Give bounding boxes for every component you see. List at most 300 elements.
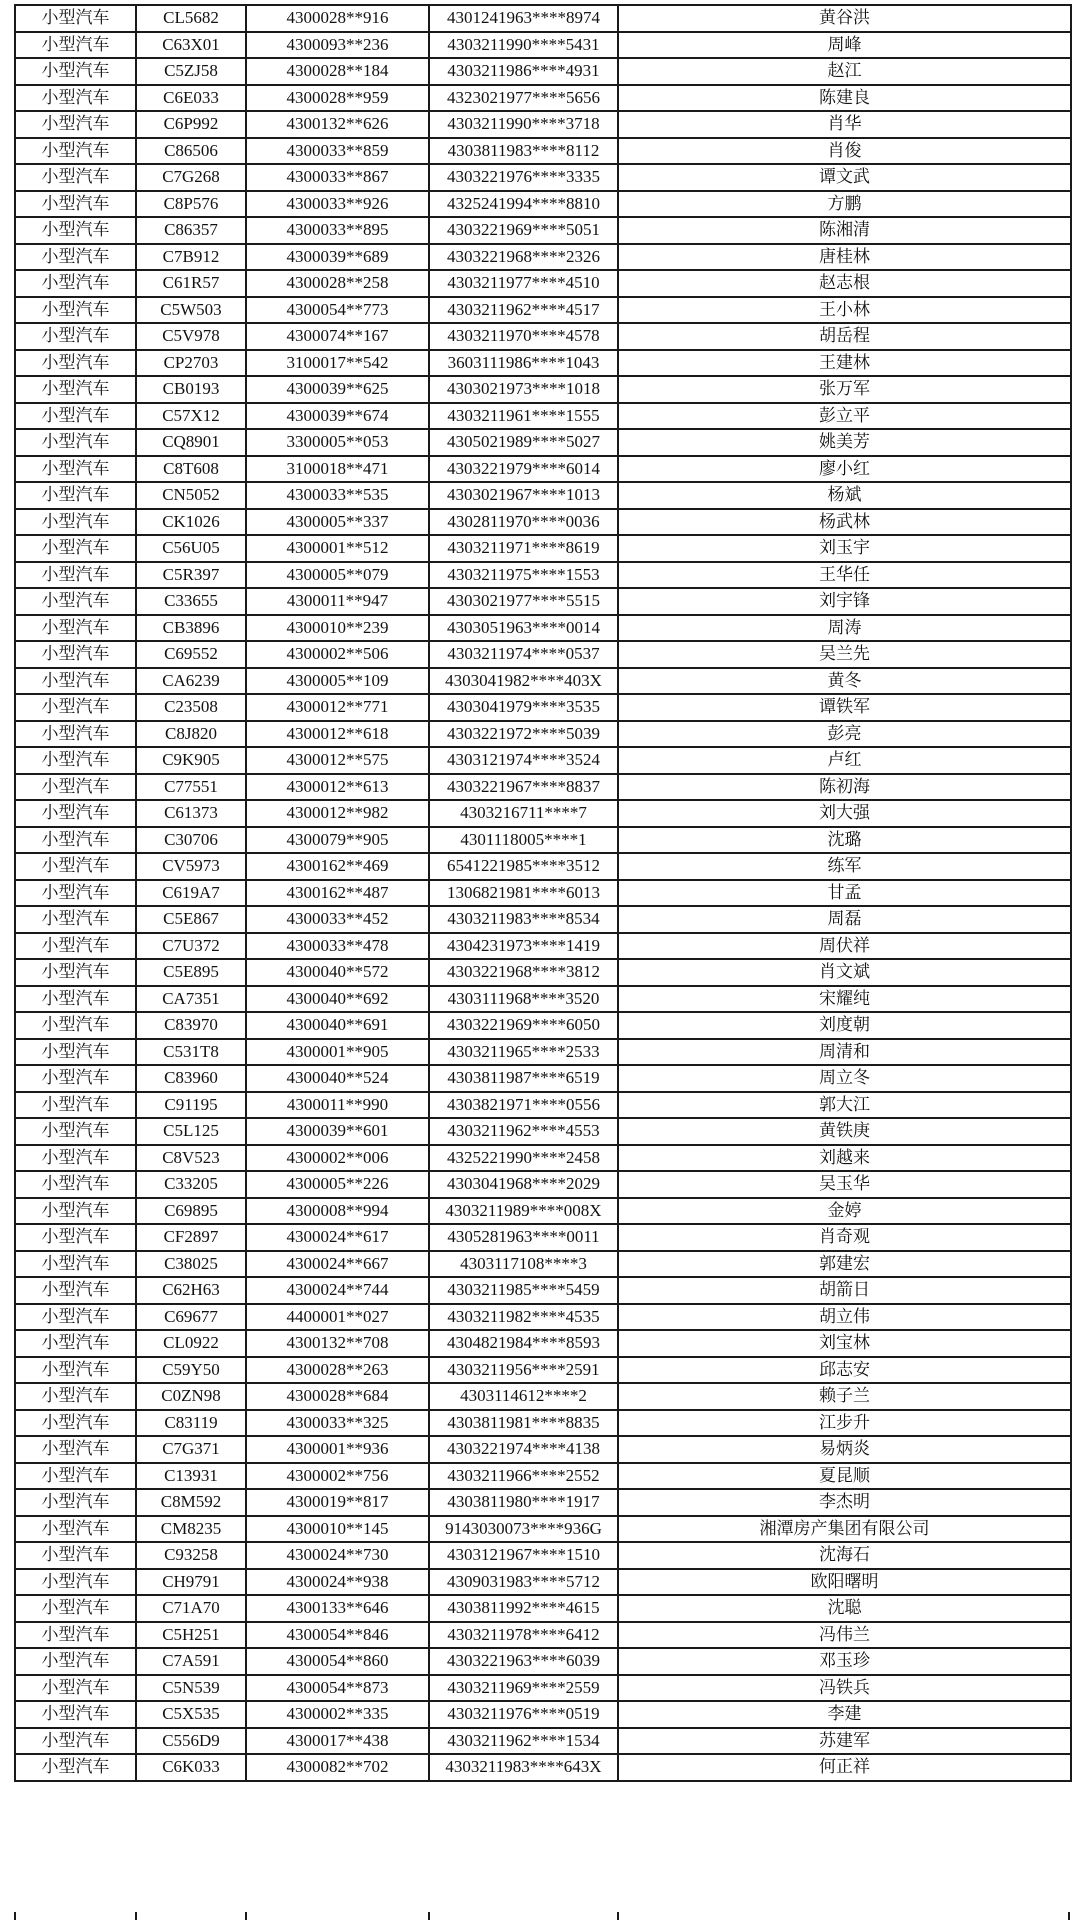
table-row	[15, 191, 1071, 218]
table-row	[15, 1410, 1071, 1437]
id-number-cell: 4309031983****5712	[429, 1569, 618, 1596]
plate-number-cell: C556D9	[136, 1728, 246, 1755]
owner-name-cell: 肖奇观	[618, 1224, 1071, 1251]
id-number-cell: 4303211990****3718	[429, 111, 618, 138]
owner-name-cell: 杨斌	[618, 482, 1071, 509]
plate-number-cell: C30706	[136, 827, 246, 854]
table-row	[15, 906, 1071, 933]
table-row	[15, 1277, 1071, 1304]
table-row	[15, 668, 1071, 695]
license-number-cell: 4300008**994	[246, 1198, 429, 1225]
table-row	[15, 721, 1071, 748]
table-row	[15, 1675, 1071, 1702]
vehicle-type-cell: 小型汽车	[15, 880, 136, 907]
vehicle-type-cell: 小型汽车	[15, 403, 136, 430]
plate-number-cell: C5X535	[136, 1701, 246, 1728]
id-number-cell: 4303221967****8837	[429, 774, 618, 801]
vehicle-type-cell: 小型汽车	[15, 1463, 136, 1490]
plate-number-cell: C5ZJ58	[136, 58, 246, 85]
id-number-cell: 4303211962****1534	[429, 1728, 618, 1755]
license-number-cell: 4300039**674	[246, 403, 429, 430]
owner-name-cell: 刘宝林	[618, 1330, 1071, 1357]
owner-name-cell: 彭亮	[618, 721, 1071, 748]
owner-name-cell: 金婷	[618, 1198, 1071, 1225]
id-number-cell: 4303821971****0556	[429, 1092, 618, 1119]
plate-number-cell: C9K905	[136, 747, 246, 774]
plate-number-cell: C83119	[136, 1410, 246, 1437]
plate-number-cell: C77551	[136, 774, 246, 801]
license-number-cell: 4300028**916	[246, 5, 429, 32]
vehicle-type-cell: 小型汽车	[15, 138, 136, 165]
id-number-cell: 4303221979****6014	[429, 456, 618, 483]
plate-number-cell: C61R57	[136, 270, 246, 297]
vehicle-type-cell: 小型汽车	[15, 244, 136, 271]
license-number-cell: 4300005**079	[246, 562, 429, 589]
owner-name-cell: 沈聪	[618, 1595, 1071, 1622]
owner-name-cell: 李杰明	[618, 1489, 1071, 1516]
vehicle-type-cell: 小型汽车	[15, 1118, 136, 1145]
table-row	[15, 111, 1071, 138]
vehicle-type-cell: 小型汽车	[15, 191, 136, 218]
id-number-cell: 4303121974****3524	[429, 747, 618, 774]
vehicle-type-cell: 小型汽车	[15, 164, 136, 191]
id-number-cell: 4303221963****6039	[429, 1648, 618, 1675]
table-row	[15, 1145, 1071, 1172]
owner-name-cell: 陈建良	[618, 85, 1071, 112]
vehicle-type-cell: 小型汽车	[15, 111, 136, 138]
license-number-cell: 4300132**708	[246, 1330, 429, 1357]
owner-name-cell: 冯伟兰	[618, 1622, 1071, 1649]
id-number-cell: 4301241963****8974	[429, 5, 618, 32]
license-number-cell: 4300011**947	[246, 588, 429, 615]
id-number-cell: 4303211962****4553	[429, 1118, 618, 1145]
vehicle-type-cell: 小型汽车	[15, 615, 136, 642]
license-number-cell: 4300019**817	[246, 1489, 429, 1516]
vehicle-type-cell: 小型汽车	[15, 668, 136, 695]
table-row	[15, 456, 1071, 483]
owner-name-cell: 谭文武	[618, 164, 1071, 191]
table-row	[15, 270, 1071, 297]
license-number-cell: 4300054**773	[246, 297, 429, 324]
vehicle-type-cell: 小型汽车	[15, 1039, 136, 1066]
table-row	[15, 535, 1071, 562]
table-row	[15, 562, 1071, 589]
plate-number-cell: C91195	[136, 1092, 246, 1119]
plate-number-cell: C62H63	[136, 1277, 246, 1304]
license-number-cell: 4300002**335	[246, 1701, 429, 1728]
license-number-cell: 4300082**702	[246, 1754, 429, 1781]
table-row	[15, 1118, 1071, 1145]
id-number-cell: 4303211983****8534	[429, 906, 618, 933]
table-row	[15, 1569, 1071, 1596]
table-row	[15, 482, 1071, 509]
table-row	[15, 32, 1071, 59]
vehicle-type-cell: 小型汽车	[15, 959, 136, 986]
license-number-cell: 4300039**601	[246, 1118, 429, 1145]
id-number-cell: 4302811970****0036	[429, 509, 618, 536]
owner-name-cell: 郭大江	[618, 1092, 1071, 1119]
plate-number-cell: C8P576	[136, 191, 246, 218]
vehicle-type-cell: 小型汽车	[15, 1436, 136, 1463]
license-number-cell: 3300005**053	[246, 429, 429, 456]
license-number-cell: 4300028**959	[246, 85, 429, 112]
table-row	[15, 933, 1071, 960]
id-number-cell: 4325221990****2458	[429, 1145, 618, 1172]
license-number-cell: 3100017**542	[246, 350, 429, 377]
table-row	[15, 429, 1071, 456]
vehicle-type-cell: 小型汽车	[15, 774, 136, 801]
id-number-cell: 4303211974****0537	[429, 641, 618, 668]
owner-name-cell: 谭铁军	[618, 694, 1071, 721]
owner-name-cell: 姚美芳	[618, 429, 1071, 456]
plate-number-cell: C619A7	[136, 880, 246, 907]
owner-name-cell: 吴兰先	[618, 641, 1071, 668]
vehicle-type-cell: 小型汽车	[15, 747, 136, 774]
id-number-cell: 4304821984****8593	[429, 1330, 618, 1357]
vehicle-type-cell: 小型汽车	[15, 721, 136, 748]
id-number-cell: 4303211990****5431	[429, 32, 618, 59]
owner-name-cell: 甘孟	[618, 880, 1071, 907]
license-number-cell: 4300002**756	[246, 1463, 429, 1490]
id-number-cell: 4301118005****1	[429, 827, 618, 854]
vehicle-type-cell: 小型汽车	[15, 1198, 136, 1225]
vehicle-type-cell: 小型汽车	[15, 482, 136, 509]
owner-name-cell: 郭建宏	[618, 1251, 1071, 1278]
owner-name-cell: 易炳炎	[618, 1436, 1071, 1463]
owner-name-cell: 吴玉华	[618, 1171, 1071, 1198]
owner-name-cell: 王建林	[618, 350, 1071, 377]
vehicle-type-cell: 小型汽车	[15, 456, 136, 483]
owner-name-cell: 赖子兰	[618, 1383, 1071, 1410]
plate-number-cell: C83970	[136, 1012, 246, 1039]
id-number-cell: 4303211986****4931	[429, 58, 618, 85]
owner-name-cell: 黄铁庚	[618, 1118, 1071, 1145]
license-number-cell: 4300011**990	[246, 1092, 429, 1119]
license-number-cell: 4300001**936	[246, 1436, 429, 1463]
license-number-cell: 4300033**926	[246, 191, 429, 218]
license-number-cell: 4300012**575	[246, 747, 429, 774]
table-row	[15, 800, 1071, 827]
table-row	[15, 217, 1071, 244]
table-row	[15, 58, 1071, 85]
owner-name-cell: 宋耀纯	[618, 986, 1071, 1013]
license-number-cell: 4300162**487	[246, 880, 429, 907]
table-row	[15, 1383, 1071, 1410]
id-number-cell: 4303211962****4517	[429, 297, 618, 324]
id-number-cell: 4303811981****8835	[429, 1410, 618, 1437]
vehicle-type-cell: 小型汽车	[15, 562, 136, 589]
vehicle-type-cell: 小型汽车	[15, 1595, 136, 1622]
plate-number-cell: CB3896	[136, 615, 246, 642]
id-number-cell: 4303811980****1917	[429, 1489, 618, 1516]
plate-number-cell: CB0193	[136, 376, 246, 403]
table-row	[15, 1012, 1071, 1039]
plate-number-cell: C6K033	[136, 1754, 246, 1781]
plate-number-cell: CN5052	[136, 482, 246, 509]
table-row	[15, 138, 1071, 165]
vehicle-type-cell: 小型汽车	[15, 588, 136, 615]
id-number-cell: 4303221968****3812	[429, 959, 618, 986]
license-number-cell: 4300024**667	[246, 1251, 429, 1278]
owner-name-cell: 沈璐	[618, 827, 1071, 854]
plate-number-cell: C7U372	[136, 933, 246, 960]
vehicle-type-cell: 小型汽车	[15, 5, 136, 32]
plate-number-cell: CK1026	[136, 509, 246, 536]
plate-number-cell: C59Y50	[136, 1357, 246, 1384]
plate-number-cell: C33655	[136, 588, 246, 615]
id-number-cell: 4303211989****008X	[429, 1198, 618, 1225]
license-number-cell: 4300054**860	[246, 1648, 429, 1675]
table-row	[15, 1542, 1071, 1569]
license-number-cell: 4300028**684	[246, 1383, 429, 1410]
owner-name-cell: 肖文斌	[618, 959, 1071, 986]
owner-name-cell: 肖俊	[618, 138, 1071, 165]
license-number-cell: 4300017**438	[246, 1728, 429, 1755]
vehicle-type-cell: 小型汽车	[15, 906, 136, 933]
owner-name-cell: 欧阳曙明	[618, 1569, 1071, 1596]
license-number-cell: 4300074**167	[246, 323, 429, 350]
owner-name-cell: 李建	[618, 1701, 1071, 1728]
plate-number-cell: C69677	[136, 1304, 246, 1331]
vehicle-type-cell: 小型汽车	[15, 641, 136, 668]
vehicle-type-cell: 小型汽车	[15, 694, 136, 721]
table-row	[15, 827, 1071, 854]
owner-name-cell: 张万军	[618, 376, 1071, 403]
id-number-cell: 4303211975****1553	[429, 562, 618, 589]
owner-name-cell: 夏昆顺	[618, 1463, 1071, 1490]
id-number-cell: 4303021973****1018	[429, 376, 618, 403]
vehicle-type-cell: 小型汽车	[15, 1754, 136, 1781]
owner-name-cell: 冯铁兵	[618, 1675, 1071, 1702]
owner-name-cell: 刘越来	[618, 1145, 1071, 1172]
table-row	[15, 1516, 1071, 1543]
owner-name-cell: 刘大强	[618, 800, 1071, 827]
vehicle-type-cell: 小型汽车	[15, 1410, 136, 1437]
id-number-cell: 4303211966****2552	[429, 1463, 618, 1490]
owner-name-cell: 邓玉珍	[618, 1648, 1071, 1675]
owner-name-cell: 王华任	[618, 562, 1071, 589]
table-row	[15, 376, 1071, 403]
owner-name-cell: 周涛	[618, 615, 1071, 642]
plate-number-cell: C5H251	[136, 1622, 246, 1649]
license-number-cell: 4400001**027	[246, 1304, 429, 1331]
vehicle-type-cell: 小型汽车	[15, 323, 136, 350]
vehicle-type-cell: 小型汽车	[15, 1065, 136, 1092]
owner-name-cell: 方鹏	[618, 191, 1071, 218]
plate-number-cell: C7B912	[136, 244, 246, 271]
license-number-cell: 4300010**145	[246, 1516, 429, 1543]
vehicle-type-cell: 小型汽车	[15, 509, 136, 536]
license-number-cell: 4300093**236	[246, 32, 429, 59]
vehicle-type-cell: 小型汽车	[15, 1569, 136, 1596]
id-number-cell: 4303211969****2559	[429, 1675, 618, 1702]
owner-name-cell: 唐桂林	[618, 244, 1071, 271]
license-number-cell: 4300028**263	[246, 1357, 429, 1384]
id-number-cell: 4303111968****3520	[429, 986, 618, 1013]
owner-name-cell: 刘度朝	[618, 1012, 1071, 1039]
vehicle-type-cell: 小型汽车	[15, 1675, 136, 1702]
table-row	[15, 297, 1071, 324]
table-row	[15, 403, 1071, 430]
table-row	[15, 1304, 1071, 1331]
owner-name-cell: 陈初海	[618, 774, 1071, 801]
plate-number-cell: CA6239	[136, 668, 246, 695]
id-number-cell: 4303117108****3	[429, 1251, 618, 1278]
owner-name-cell: 周立冬	[618, 1065, 1071, 1092]
owner-name-cell: 沈海石	[618, 1542, 1071, 1569]
plate-number-cell: C7A591	[136, 1648, 246, 1675]
vehicle-type-cell: 小型汽车	[15, 1251, 136, 1278]
id-number-cell: 4305021989****5027	[429, 429, 618, 456]
plate-number-cell: CM8235	[136, 1516, 246, 1543]
vehicle-type-cell: 小型汽车	[15, 1622, 136, 1649]
owner-name-cell: 陈湘清	[618, 217, 1071, 244]
vehicle-type-cell: 小型汽车	[15, 1489, 136, 1516]
vehicle-type-cell: 小型汽车	[15, 32, 136, 59]
vehicle-type-cell: 小型汽车	[15, 1224, 136, 1251]
vehicle-type-cell: 小型汽车	[15, 1330, 136, 1357]
table-row	[15, 588, 1071, 615]
id-number-cell: 4303211983****643X	[429, 1754, 618, 1781]
license-number-cell: 4300162**469	[246, 853, 429, 880]
table-row	[15, 615, 1071, 642]
license-number-cell: 4300033**478	[246, 933, 429, 960]
id-number-cell: 4303811983****8112	[429, 138, 618, 165]
plate-number-cell: C5L125	[136, 1118, 246, 1145]
id-number-cell: 4305281963****0011	[429, 1224, 618, 1251]
plate-number-cell: CF2897	[136, 1224, 246, 1251]
owner-name-cell: 赵志根	[618, 270, 1071, 297]
table-row	[15, 1595, 1071, 1622]
id-number-cell: 4303211970****4578	[429, 323, 618, 350]
table-row	[15, 747, 1071, 774]
id-number-cell: 4303211978****6412	[429, 1622, 618, 1649]
vehicle-type-cell: 小型汽车	[15, 853, 136, 880]
plate-number-cell: C93258	[136, 1542, 246, 1569]
vehicle-type-cell: 小型汽车	[15, 1277, 136, 1304]
id-number-cell: 4303041968****2029	[429, 1171, 618, 1198]
plate-number-cell: C5E867	[136, 906, 246, 933]
table-row	[15, 1754, 1071, 1781]
license-number-cell: 4300010**239	[246, 615, 429, 642]
vehicle-type-cell: 小型汽车	[15, 1728, 136, 1755]
license-number-cell: 4300005**226	[246, 1171, 429, 1198]
id-number-cell: 4303121967****1510	[429, 1542, 618, 1569]
id-number-cell: 4303211971****8619	[429, 535, 618, 562]
table-row	[15, 880, 1071, 907]
id-number-cell: 4303221969****5051	[429, 217, 618, 244]
plate-number-cell: CH9791	[136, 1569, 246, 1596]
table-row	[15, 1357, 1071, 1384]
plate-number-cell: C71A70	[136, 1595, 246, 1622]
plate-number-cell: CL0922	[136, 1330, 246, 1357]
id-number-cell: 4323021977****5656	[429, 85, 618, 112]
table-row	[15, 85, 1071, 112]
owner-name-cell: 刘宇锋	[618, 588, 1071, 615]
vehicle-type-cell: 小型汽车	[15, 1648, 136, 1675]
owner-name-cell: 黄冬	[618, 668, 1071, 695]
license-number-cell: 4300079**905	[246, 827, 429, 854]
vehicle-type-cell: 小型汽车	[15, 535, 136, 562]
plate-number-cell: CP2703	[136, 350, 246, 377]
table-row	[15, 164, 1071, 191]
vehicle-type-cell: 小型汽车	[15, 270, 136, 297]
license-number-cell: 4300001**905	[246, 1039, 429, 1066]
table-row	[15, 1463, 1071, 1490]
license-number-cell: 4300024**730	[246, 1542, 429, 1569]
plate-number-cell: C5R397	[136, 562, 246, 589]
plate-number-cell: C83960	[136, 1065, 246, 1092]
plate-number-cell: CQ8901	[136, 429, 246, 456]
table-row	[15, 244, 1071, 271]
plate-number-cell: C8T608	[136, 456, 246, 483]
id-number-cell: 3603111986****1043	[429, 350, 618, 377]
vehicle-type-cell: 小型汽车	[15, 827, 136, 854]
table-row	[15, 5, 1071, 32]
table-row	[15, 1436, 1071, 1463]
id-number-cell: 4303211985****5459	[429, 1277, 618, 1304]
table-row	[15, 350, 1071, 377]
license-number-cell: 4300039**625	[246, 376, 429, 403]
vehicle-type-cell: 小型汽车	[15, 429, 136, 456]
partial-table-row	[14, 1912, 1070, 1920]
plate-number-cell: CL5682	[136, 5, 246, 32]
plate-number-cell: C13931	[136, 1463, 246, 1490]
table-row	[15, 1251, 1071, 1278]
owner-name-cell: 苏建军	[618, 1728, 1071, 1755]
table-row	[15, 1039, 1071, 1066]
owner-name-cell: 何正祥	[618, 1754, 1071, 1781]
license-number-cell: 4300024**938	[246, 1569, 429, 1596]
table-row	[15, 641, 1071, 668]
license-number-cell: 4300040**691	[246, 1012, 429, 1039]
plate-number-cell: C7G268	[136, 164, 246, 191]
table-row	[15, 1489, 1071, 1516]
plate-number-cell: C56U05	[136, 535, 246, 562]
id-number-cell: 4303221972****5039	[429, 721, 618, 748]
plate-number-cell: C531T8	[136, 1039, 246, 1066]
owner-name-cell: 练军	[618, 853, 1071, 880]
vehicle-type-cell: 小型汽车	[15, 85, 136, 112]
vehicle-type-cell: 小型汽车	[15, 350, 136, 377]
plate-number-cell: CA7351	[136, 986, 246, 1013]
owner-name-cell: 江步升	[618, 1410, 1071, 1437]
id-number-cell: 4303041982****403X	[429, 668, 618, 695]
table-row	[15, 1171, 1071, 1198]
license-number-cell: 4300001**512	[246, 535, 429, 562]
owner-name-cell: 黄谷洪	[618, 5, 1071, 32]
table-row	[15, 1198, 1071, 1225]
vehicle-type-cell: 小型汽车	[15, 1542, 136, 1569]
license-number-cell: 4300033**535	[246, 482, 429, 509]
owner-name-cell: 彭立平	[618, 403, 1071, 430]
license-number-cell: 4300012**613	[246, 774, 429, 801]
license-number-cell: 4300002**506	[246, 641, 429, 668]
owner-name-cell: 周磊	[618, 906, 1071, 933]
table-row	[15, 1092, 1071, 1119]
table-row	[15, 1065, 1071, 1092]
license-number-cell: 4300054**846	[246, 1622, 429, 1649]
license-number-cell: 3100018**471	[246, 456, 429, 483]
owner-name-cell: 胡箭日	[618, 1277, 1071, 1304]
id-number-cell: 4303051963****0014	[429, 615, 618, 642]
owner-name-cell: 王小林	[618, 297, 1071, 324]
id-number-cell: 4304231973****1419	[429, 933, 618, 960]
plate-number-cell: C8J820	[136, 721, 246, 748]
vehicle-type-cell: 小型汽车	[15, 933, 136, 960]
plate-number-cell: CV5973	[136, 853, 246, 880]
id-number-cell: 4303114612****2	[429, 1383, 618, 1410]
